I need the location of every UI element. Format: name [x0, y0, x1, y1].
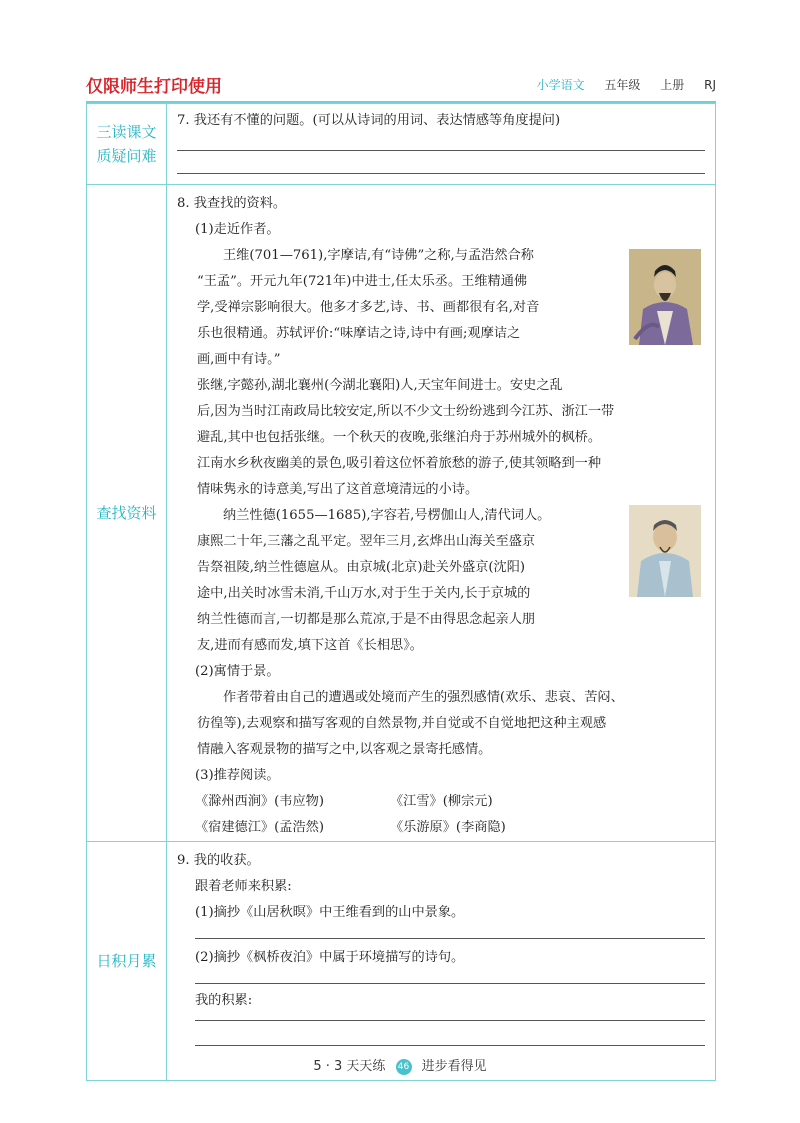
page-footer: [0, 1055, 800, 1075]
wang-wei-portrait-image: [629, 249, 701, 345]
answer-line[interactable]: [195, 1045, 705, 1046]
bio-line: 张继,字懿孙,湖北襄州(今湖北襄阳)人,天宝年间进士。安史之乱: [197, 378, 563, 393]
subheading-scenery: (2)寓情于景。: [195, 664, 280, 679]
answer-line[interactable]: [177, 173, 705, 174]
print-watermark: 仅限师生打印使用: [86, 77, 222, 97]
bio-text: [177, 243, 617, 373]
footer-slogan: 进步看得见: [421, 1059, 487, 1074]
bio-line: 学,受禅宗影响很大。他多才多艺,诗、书、画都很有名,对音: [197, 300, 540, 315]
accumulate-intro: 跟着老师来积累:: [195, 879, 292, 894]
section-content-research: [167, 185, 716, 842]
bio-nalan-xingde: [177, 503, 707, 659]
bio-line: 乐也很精通。苏轼评价:“味摩诘之诗,诗中有画;观摩诘之: [197, 326, 521, 341]
subheading-author: (1)走近作者。: [195, 222, 280, 237]
section-accumulation: [87, 842, 716, 1081]
bio-line: 情味隽永的诗意美,写出了这首意境清远的小诗。: [197, 482, 479, 497]
my-accumulation-label: 我的积累:: [195, 993, 253, 1008]
answer-line[interactable]: [195, 1020, 705, 1021]
bio-line: 后,因为当时江南政局比较安定,所以不少文士纷纷逃到今江苏、浙江一带: [197, 404, 615, 419]
answer-line[interactable]: [195, 938, 705, 939]
question-9: 9. 我的收获。: [177, 853, 260, 868]
bio-line: 纳兰性德(1655—1685),字容若,号楞伽山人,清代词人。: [223, 508, 551, 523]
reading-item: 《宿建德江》(孟浩然): [195, 820, 324, 835]
answer-line[interactable]: [195, 983, 705, 984]
paragraph-line: 情融入客观景物的描写之中,以客观之景寄托感情。: [197, 742, 492, 757]
subject-info: [537, 76, 716, 93]
bio-line: 康熙二十年,三藩之乱平定。翌年三月,玄烨出山海关至盛京: [197, 534, 536, 549]
answer-line[interactable]: [177, 150, 705, 151]
question-8: 8. 我查找的资料。: [177, 196, 287, 211]
reading-row: [177, 815, 707, 841]
section-label-line: 质疑问难: [96, 147, 157, 165]
bio-line: 避乱,其中也包括张继。一个秋天的夜晚,张继泊舟于苏州城外的枫桥。: [197, 430, 602, 445]
paragraph-line: 作者带着由自己的遭遇或处境而产生的强烈感情(欢乐、悲哀、苦闷、: [223, 690, 624, 705]
reading-row: [177, 789, 707, 815]
section-label-questioning: [87, 104, 167, 185]
grade-label: 五年级: [604, 78, 641, 92]
bio-line: “王孟”。开元九年(721年)中进士,任太乐丞。王维精通佛: [197, 274, 528, 289]
section-label-research: 查找资料: [87, 185, 167, 842]
subheading-reading: (3)推荐阅读。: [195, 768, 280, 783]
bio-line: 画,画中有诗。”: [197, 352, 281, 367]
bio-line: 王维(701—761),字摩诘,有“诗佛”之称,与孟浩然合称: [223, 248, 534, 263]
section-label-accumulation: 日积月累: [87, 842, 167, 1081]
accumulate-item-2: (2)摘抄《枫桥夜泊》中属于环境描写的诗句。: [195, 950, 465, 965]
accumulate-item-1: (1)摘抄《山居秋暝》中王维看到的山中景象。: [195, 905, 465, 920]
section-research: [87, 185, 716, 842]
reading-item: 《乐游原》(李商隐): [390, 820, 506, 835]
section-label-line: 三读课文: [96, 123, 157, 141]
bio-wang-wei: [177, 243, 707, 373]
reading-item: 《滁州西涧》(韦应物): [195, 794, 324, 809]
section-content-questioning: [167, 104, 716, 185]
reading-item: 《江雪》(柳宗元): [390, 794, 493, 809]
subject-label: 小学语文: [536, 78, 585, 92]
nalan-xingde-portrait-image: [629, 505, 701, 597]
page-number-badge: 46: [396, 1059, 412, 1075]
bio-text: [177, 503, 617, 659]
section-content-accumulation: [167, 842, 716, 1081]
bio-zhang-ji: [177, 373, 707, 503]
bio-line: 友,进而有感而发,填下这首《长相思》。: [197, 638, 423, 653]
paragraph-line: 彷徨等),去观察和描写客观的自然景物,并自觉或不自觉地把这种主观感: [197, 716, 607, 731]
bio-line: 途中,出关时冰雪未消,千山万水,对于生于关内,长于京城的: [197, 586, 531, 601]
section-questioning: [87, 104, 716, 185]
page-header: [86, 72, 716, 96]
footer-brand: 5 · 3 天天练: [313, 1059, 386, 1074]
worksheet-table: [86, 103, 716, 1081]
volume-label: 上册: [660, 78, 685, 92]
bio-line: 告祭祖陵,纳兰性德扈从。由京城(北京)赴关外盛京(沈阳): [197, 560, 526, 575]
edition-label: RJ: [704, 78, 716, 92]
bio-line: 江南水乡秋夜幽美的景色,吸引着这位怀着旅愁的游子,使其领略到一种: [197, 456, 602, 471]
bio-line: 纳兰性德而言,一切都是那么荒凉,于是不由得思念起亲人朋: [197, 612, 536, 627]
question-7: 7. 我还有不懂的问题。(可以从诗词的用词、表达情感等角度提问): [177, 113, 561, 128]
